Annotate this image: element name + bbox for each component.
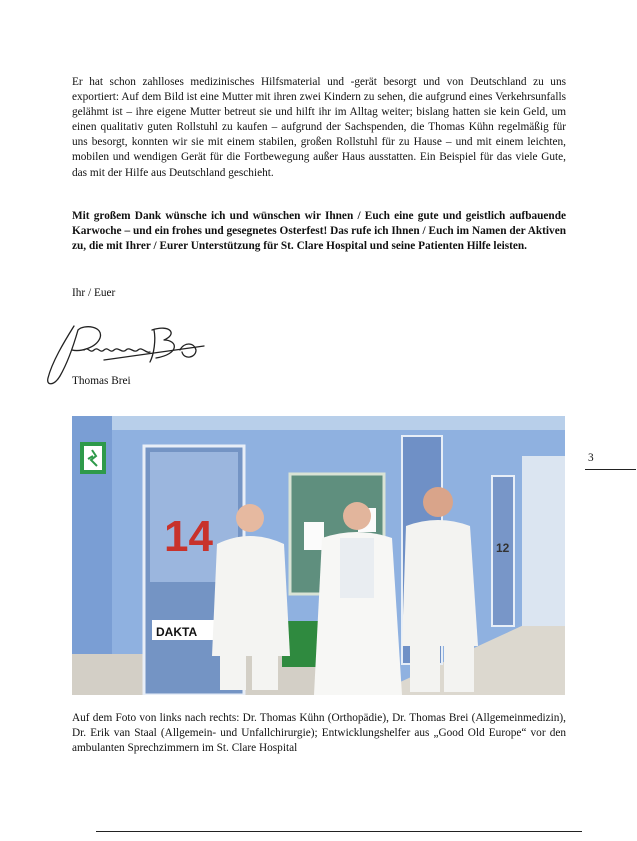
signer-name: Thomas Brei (72, 375, 131, 387)
door-number-12: 12 (496, 541, 510, 555)
body-paragraph-2-bold: Mit großem Dank wünsche ich und wünschen wir Ihnen / Euch eine gute und geistlich aufbauende Karwoche – und ein frohes und gesegnetes Osterfest! Das rufe ich Ihnen / Euch im Namen der Aktiven zu, die mit Ihrer / Eurer Unterstützung für St. Clare Hospital und seine Patienten Hilfe leisten. (72, 210, 566, 253)
page-number-rule (585, 469, 636, 470)
page-number: 3 (588, 452, 594, 464)
hospital-corridor-photo (72, 416, 565, 695)
closing-greeting: Ihr / Euer (72, 287, 116, 299)
door-number-14: 14 (164, 512, 213, 561)
photo-caption: Auf dem Foto von links nach rechts: Dr. Thomas Kühn (Orthopädie), Dr. Thomas Brei (Allgemeinmedizin), Dr. Erik van Staal (Allgemein- und Unfallchirurgie); Entwicklungshelfer aus „Good Old Europe“ vor den ambulanten Sprechzimmern im St. Clare Hospital (72, 712, 566, 755)
footer-rule (96, 831, 582, 832)
door-sign: DAKTA (156, 625, 198, 639)
body-paragraph-1: Er hat schon zahlloses medizinisches Hilfsmaterial und -gerät besorgt und von Deutschland zu uns exportiert: Auf dem Bild ist eine Mutter mit ihren zwei Kindern zu sehen, die aufgrund eines Verkehrsunfalls gelähmt ist – ihre eigene Mutter betreut sie und hilft ihr im Alltag weiter; bislang hatten sie kein Geld, um einen qualitativ guten Rollstuhl zu kaufen – aufgrund der Sachspenden, die Thomas Kühn regelmäßig für uns besorgt, konnten wir sie mit einem stabilen, großen Rollstuhl für zu Hause – und mit einem leichten, mobilen und wendigen Gerät für die Fortbewegung außer Haus ausstatten. Ein Beispiel für das viele Gute, das mit der Hilfe aus Deutschland geschieht. (72, 76, 566, 179)
